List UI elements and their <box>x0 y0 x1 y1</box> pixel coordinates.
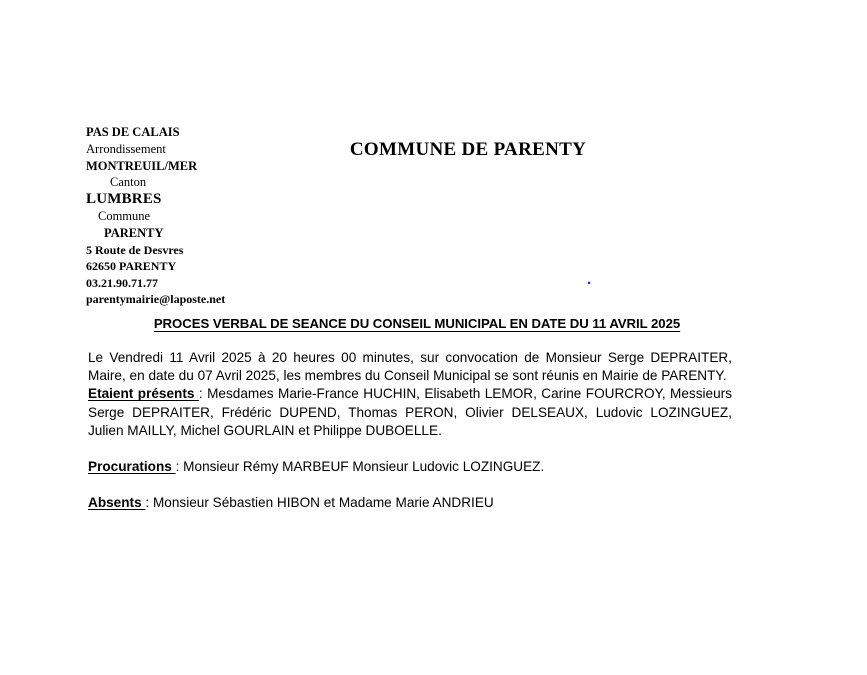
absent-label: Absents <box>88 495 146 511</box>
absent-separator: : <box>145 495 150 511</box>
spacer-2 <box>88 476 732 494</box>
letterhead-department: PAS DE CALAIS <box>86 125 180 139</box>
present-text: Mesdames Marie-France HUCHIN, Elisabeth LEMOR, Carine FOURCROY, Messieurs Serge DEPRAITER, Frédéric DUPEND, Thomas PERON, Olivier DELSEAUX, Ludovic LOZINGUEZ, Julien MAILLY, Michel GOURLAIN et Philippe DUBOELLE. <box>88 386 732 438</box>
proxies-separator: : <box>175 459 180 475</box>
proxies-paragraph <box>88 458 732 476</box>
letterhead-commune-value: PARENTY <box>104 225 164 240</box>
letterhead-commune-label: Commune <box>98 208 151 223</box>
present-paragraph <box>88 385 732 440</box>
letterhead-postal-city: 62650 PARENTY <box>86 259 177 274</box>
document-title: PROCES VERBAL DE SEANCE DU CONSEIL MUNICIPAL EN DATE DU 11 AVRIL 2025 <box>153 316 681 331</box>
letterhead-phone: 03.21.90.71.77 <box>86 275 158 290</box>
proxies-label: Procurations <box>88 459 176 475</box>
letterhead-arrondissement-label: Arrondissement <box>86 141 166 156</box>
absent-paragraph <box>88 494 732 512</box>
letterhead-arrondissement-value: MONTREUIL/MER <box>86 158 198 173</box>
spacer-1 <box>88 440 732 458</box>
letterhead-block <box>86 124 316 308</box>
letterhead-canton-label: Canton <box>110 175 147 190</box>
intro-paragraph: Le Vendredi 11 Avril 2025 à 20 heures 00 minutes, sur convocation de Monsieur Serge DEPRAITER, Maire, en date du 07 Avril 2025, les membres du Conseil Municipal se sont réunis en Mairie de PARENTY. <box>88 350 732 384</box>
document-body <box>88 349 732 512</box>
stray-period-mark: . <box>587 271 592 288</box>
absent-text: Monsieur Sébastien HIBON et Madame Marie ANDRIEU <box>149 495 494 511</box>
letterhead-canton-value: LUMBRES <box>86 191 162 208</box>
present-label: Etaient présents <box>88 386 199 402</box>
proxies-text: Monsieur Rémy MARBEUF Monsieur Ludovic LOZINGUEZ. <box>179 459 545 475</box>
letterhead-street: 5 Route de Desvres <box>86 242 184 257</box>
present-separator: : <box>198 386 203 402</box>
commune-heading: COMMUNE DE PARENTY <box>349 139 587 160</box>
letterhead-email: parentymairie@laposte.net <box>86 292 226 307</box>
